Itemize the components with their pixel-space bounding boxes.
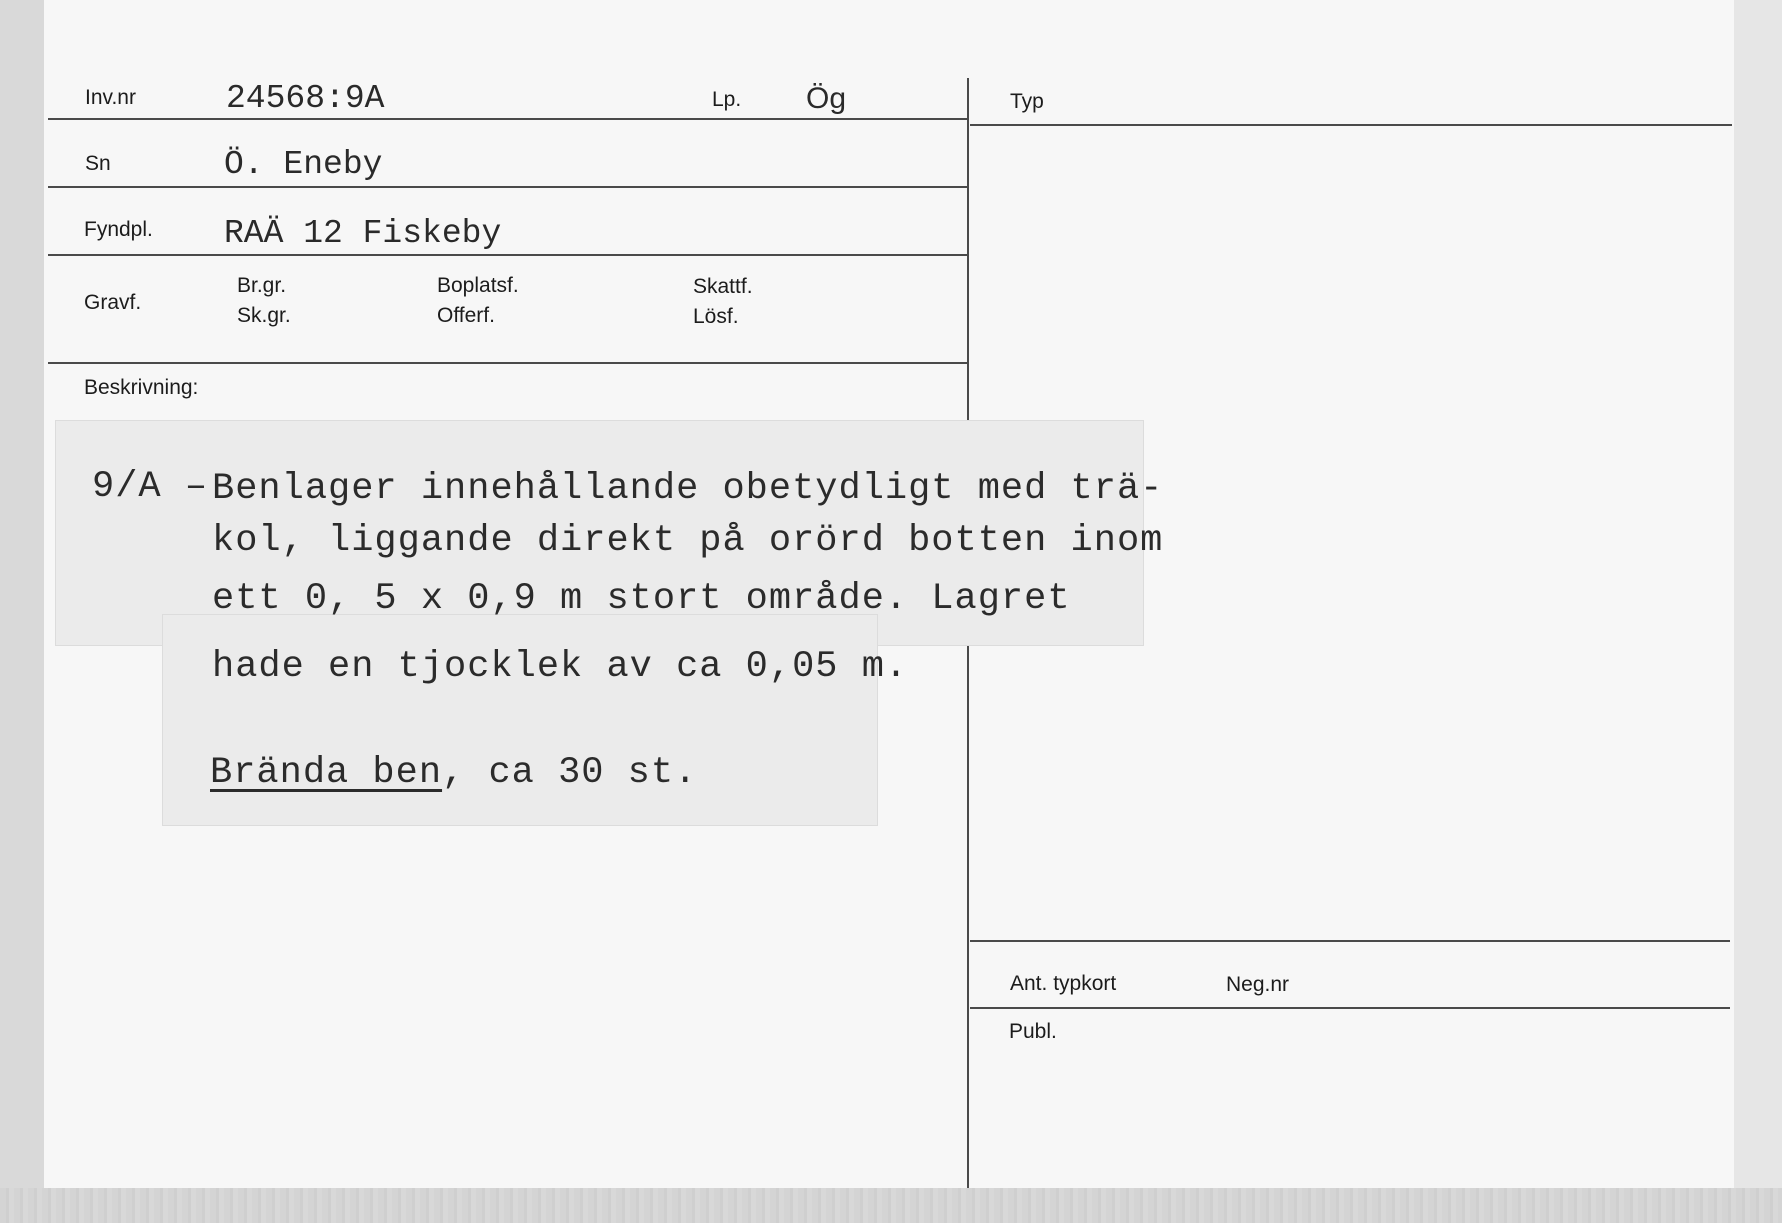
losf-label: Lösf. bbox=[693, 305, 739, 328]
skgr-label: Sk.gr. bbox=[237, 304, 291, 327]
skattf-label: Skattf. bbox=[693, 275, 753, 298]
publ-label: Publ. bbox=[1009, 1020, 1057, 1043]
brgr-label: Br.gr. bbox=[237, 274, 287, 297]
rule-ant-typkort-bottom bbox=[970, 1007, 1730, 1009]
description-line-4: hade en tjocklek av ca 0,05 m. bbox=[212, 646, 909, 688]
offerf-label: Offerf. bbox=[437, 304, 495, 327]
boplatsf-label: Boplatsf. bbox=[437, 274, 519, 297]
description-line-1: Benlager innehållande obetydligt med trä- bbox=[212, 468, 1164, 510]
fyndpl-label: Fyndpl. bbox=[84, 218, 153, 241]
inv-nr-label: Inv.nr bbox=[85, 86, 136, 109]
rule-fyndpl bbox=[48, 254, 968, 256]
inv-nr-value: 24568:9A bbox=[226, 80, 385, 117]
lp-label: Lp. bbox=[712, 88, 742, 111]
typ-label: Typ bbox=[1010, 90, 1044, 113]
scan-edge-bottom bbox=[0, 1188, 1782, 1223]
sn-value: Ö. Eneby bbox=[224, 146, 383, 183]
find-material: Brända ben bbox=[210, 752, 443, 794]
rule-gravf bbox=[48, 362, 968, 364]
find-description bbox=[210, 752, 697, 794]
lp-value: Ög bbox=[806, 82, 847, 115]
find-quantity: , ca 30 st. bbox=[442, 752, 698, 794]
description-prefix: 9/A – bbox=[92, 466, 209, 508]
sn-label: Sn bbox=[85, 152, 111, 175]
description-line-3: ett 0, 5 x 0,9 m stort område. Lagret bbox=[212, 578, 1071, 620]
ant-typkort-label: Ant. typkort bbox=[1010, 972, 1117, 995]
rule-ant-typkort-top bbox=[970, 940, 1730, 942]
description-line-2: kol, liggande direkt på orörd botten inom bbox=[212, 520, 1164, 562]
gravf-label: Gravf. bbox=[84, 291, 142, 314]
neg-nr-label: Neg.nr bbox=[1226, 973, 1290, 996]
rule-invnr bbox=[48, 118, 968, 120]
fyndpl-value: RAÄ 12 Fiskeby bbox=[224, 215, 502, 252]
scan-edge-right bbox=[1734, 0, 1782, 1188]
beskrivning-label: Beskrivning: bbox=[84, 376, 199, 399]
rule-typ bbox=[970, 124, 1732, 126]
rule-sn bbox=[48, 186, 968, 188]
